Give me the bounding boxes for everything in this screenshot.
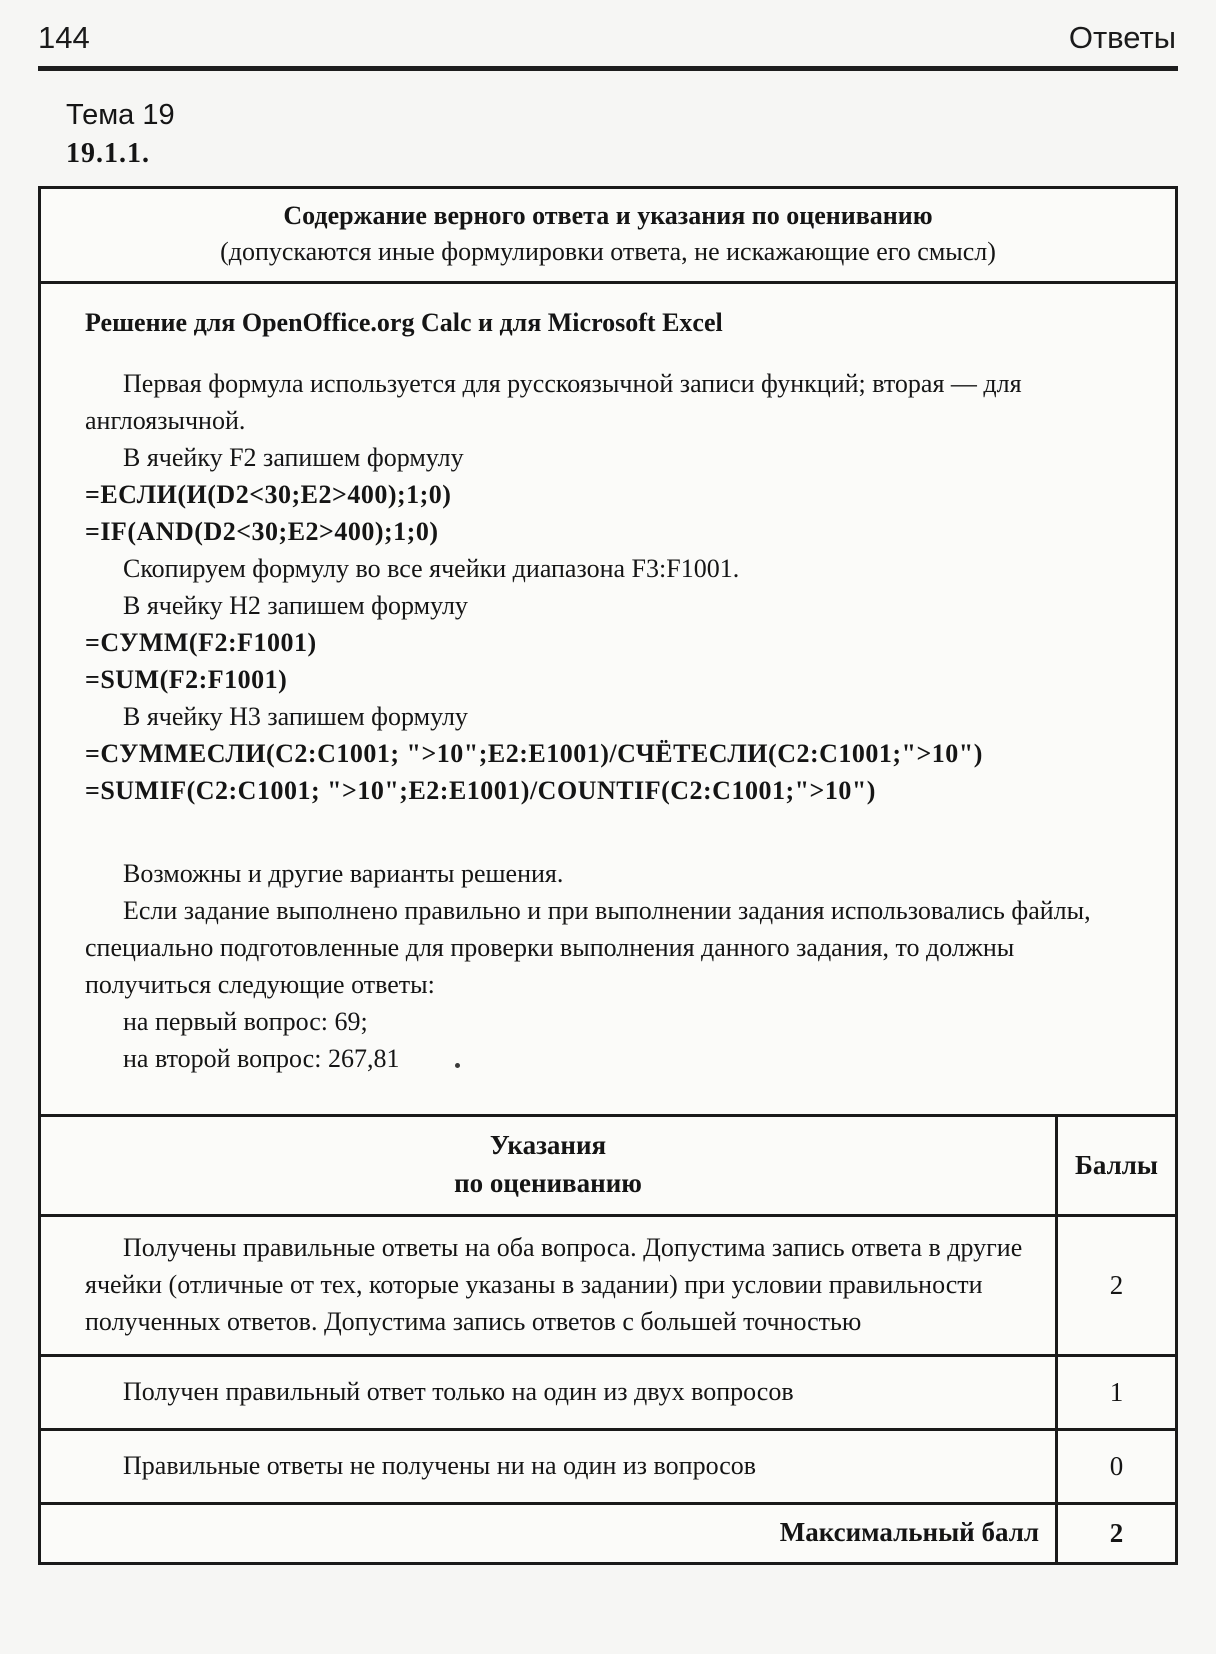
solution-paragraph: Возможны и другие варианты решения.: [123, 858, 564, 888]
formula-line: =IF(AND(D2<30;E2>400);1;0): [85, 516, 439, 546]
solution-cell: [41, 284, 1175, 1114]
scoring-table: [41, 1114, 1175, 1563]
max-score-label: Максимальный балл: [779, 1517, 1039, 1548]
solution-heading: Решение для OpenOffice.org Calc и для Microsoft Excel: [85, 307, 723, 337]
scoring-row-text: Получены правильные ответы на оба вопроса. Допустима запись ответа в другие ячейки (отличные от тех, которые указаны в задании) при условии правильности полученных ответов. Допустима запись ответов с большей точностью: [85, 1233, 1023, 1337]
answer-table: [38, 186, 1178, 1565]
scoring-row-score: 1: [1055, 1357, 1175, 1428]
solution-line: В ячейку F2 запишем формулу: [123, 442, 464, 472]
formula-line: =СУММ(F2:F1001): [85, 627, 317, 657]
formula-line: =SUM(F2:F1001): [85, 664, 288, 694]
formula-line: =SUMIF(C2:C1001; ">10";E2:E1001)/COUNTIF(C2:C1001;">10"): [85, 775, 876, 805]
solution-line: В ячейку H2 запишем формулу: [123, 590, 468, 620]
scoring-header-line2: по оцениванию: [454, 1167, 642, 1198]
header-rule: [38, 66, 1178, 71]
running-title: Ответы: [1068, 20, 1176, 55]
answer-table-subtitle: (допускаются иные формулировки ответа, не искажающие его смысл): [220, 236, 996, 266]
answer-line: на первый вопрос: 69;: [123, 1006, 368, 1036]
scoring-header-label: [41, 1117, 1055, 1215]
answer-line: на второй вопрос: 267,81: [123, 1043, 400, 1073]
solution-paragraph: Первая формула используется для русскоязычной записи функций; вторая — для англоязычной.: [85, 368, 1022, 435]
scoring-row-text: Получен правильный ответ только на один из двух вопросов: [123, 1377, 794, 1407]
scoring-header-points: Баллы: [1055, 1117, 1175, 1215]
task-number: 19.1.1.: [66, 138, 150, 169]
scoring-header-row: [41, 1114, 1175, 1215]
scan-artifact-dot: [455, 1063, 460, 1068]
scoring-row: [41, 1354, 1175, 1428]
page-header: [38, 16, 1178, 66]
scoring-row-text: Правильные ответы не получены ни на один из вопросов: [123, 1451, 757, 1481]
scoring-row: [41, 1214, 1175, 1354]
scoring-row: [41, 1428, 1175, 1502]
answer-table-header: [41, 189, 1175, 284]
solution-line: В ячейку H3 запишем формулу: [123, 701, 468, 731]
scoring-row-score: 2: [1055, 1217, 1175, 1354]
theme-label: Тема 19: [66, 99, 175, 131]
answer-table-title: Содержание верного ответа и указания по оцениванию: [283, 201, 933, 230]
max-score-value: 2: [1055, 1505, 1175, 1562]
formula-line: =ЕСЛИ(И(D2<30;E2>400);1;0): [85, 479, 452, 509]
max-score-row: [41, 1502, 1175, 1562]
scoring-row-score: 0: [1055, 1431, 1175, 1502]
solution-line: Скопируем формулу во все ячейки диапазона F3:F1001.: [123, 553, 740, 583]
formula-line: =СУММЕСЛИ(C2:C1001; ">10";E2:E1001)/СЧЁТЕСЛИ(C2:C1001;">10"): [85, 738, 983, 768]
solution-paragraph: Если задание выполнено правильно и при выполнении задания использовались файлы, специально подготовленные для проверки выполнения данного задания, то должны получиться следующие ответы:: [85, 895, 1091, 999]
scoring-header-line1: Указания: [489, 1129, 607, 1160]
page-number: 144: [38, 20, 90, 55]
